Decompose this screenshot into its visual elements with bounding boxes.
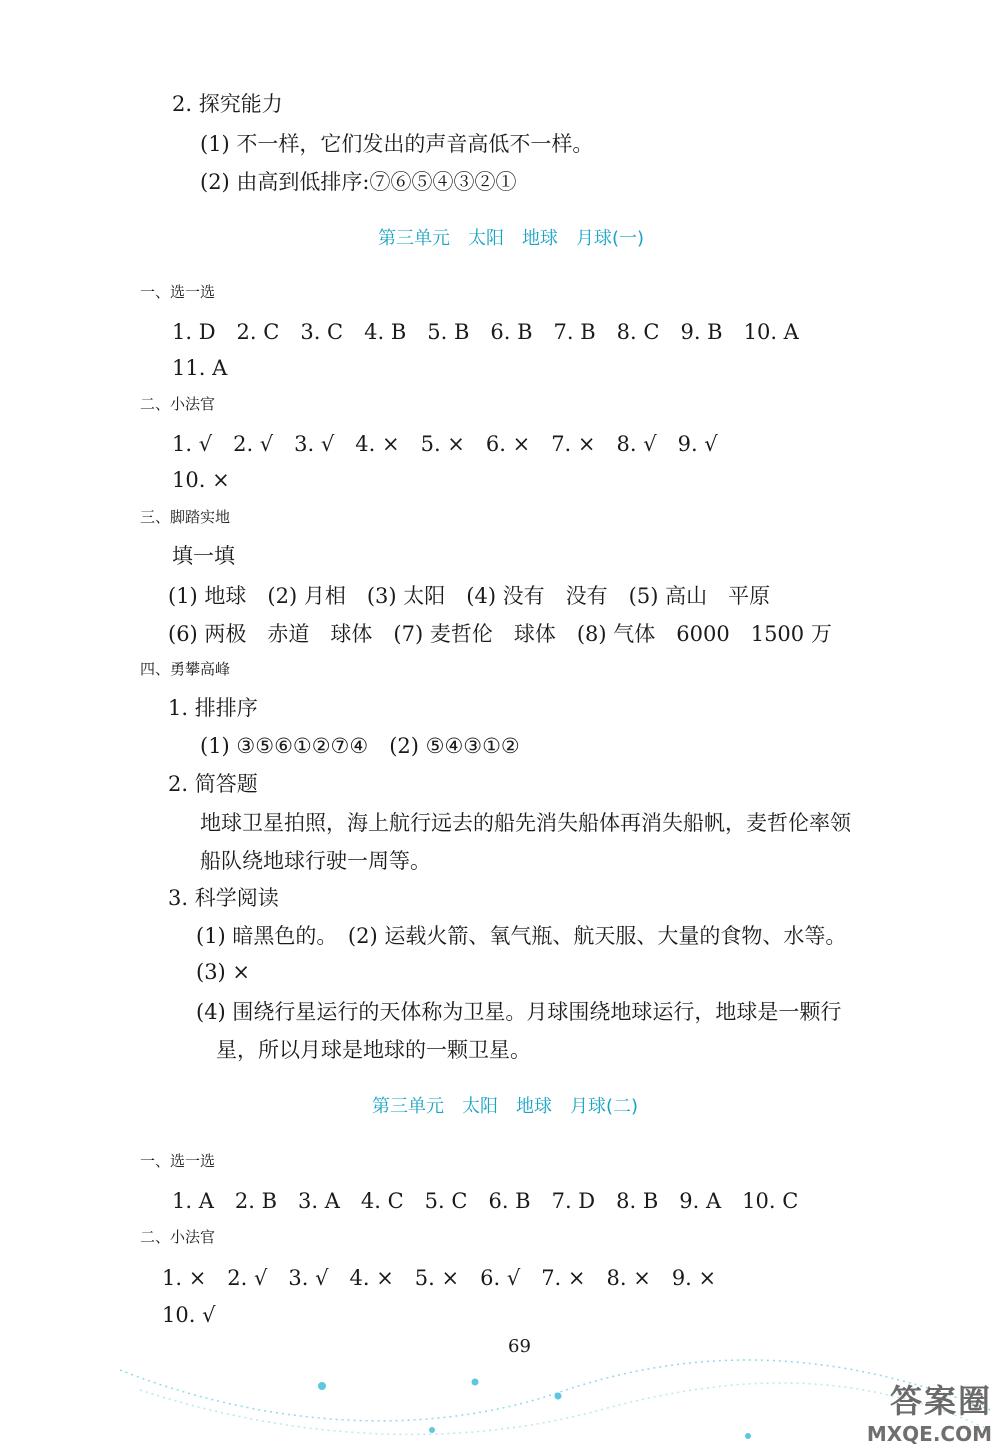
footer-wave-decoration [0, 1330, 1000, 1452]
sub-heading: 2. 简答题 [168, 772, 258, 796]
answer-line: (1) 地球 (2) 月相 (3) 太阳 (4) 没有 没有 (5) 高山 平原 [168, 584, 771, 608]
answer-line: (1) 暗黑色的。 (2) 运载火箭、氧气瓶、航天服、大量的食物、水等。 [196, 924, 847, 948]
watermark [867, 1376, 992, 1446]
answer-line: 10. × [172, 468, 230, 492]
sub-heading: 填一填 [172, 544, 235, 568]
unit-title-1: 第三单元 太阳 地球 月球(一) [378, 228, 645, 249]
watermark-url: MXQE.COM [866, 1422, 992, 1446]
watermark-brand: 答案圈 [889, 1382, 992, 1420]
answer-line: (4) 围绕行星运行的天体称为卫星。月球围绕地球运行，地球是一颗行 [196, 1000, 842, 1024]
answer-line: 1. × 2. √ 3. √ 4. × 5. × 6. √ 7. × 8. × 9. × [162, 1266, 717, 1290]
section-label: 四、勇攀高峰 [140, 660, 231, 678]
section-label: 二、小法官 [140, 395, 216, 413]
unit-title-2: 第三单元 太阳 地球 月球(二) [372, 1096, 639, 1117]
answer-line: (1) 不一样，它们发出的声音高低不一样。 [200, 132, 594, 156]
answer-line: 船队绕地球行驶一周等。 [200, 849, 431, 873]
answer-line: 1. A 2. B 3. A 4. C 5. C 6. B 7. D 8. B 9. A 10. C [172, 1189, 799, 1213]
section-label: 一、选一选 [140, 1152, 216, 1170]
answer-line: (3) × [196, 960, 251, 984]
answer-line: 10. √ [162, 1303, 216, 1327]
section-label: 一、选一选 [140, 283, 216, 301]
sub-heading: 1. 排排序 [168, 696, 258, 720]
section-label: 三、脚踏实地 [140, 508, 231, 526]
answer-line: 星，所以月球是地球的一颗卫星。 [216, 1038, 531, 1062]
section-label: 二、小法官 [140, 1228, 216, 1246]
answer-line: 11. A [172, 356, 228, 380]
answer-line: (6) 两极 赤道 球体 (7) 麦哲伦 球体 (8) 气体 6000 1500 万 [168, 622, 832, 646]
answer-line: 地球卫星拍照，海上航行远去的船先消失船体再消失船帆，麦哲伦率领 [200, 811, 851, 835]
page-number: 69 [508, 1336, 531, 1357]
sub-heading: 3. 科学阅读 [168, 886, 279, 910]
answer-line: (1) ③⑤⑥①②⑦④ (2) ⑤④③①② [200, 734, 520, 758]
answer-line: 1. D 2. C 3. C 4. B 5. B 6. B 7. B 8. C 9. B 10. A [172, 320, 799, 344]
section-heading-inquiry: 2. 探究能力 [172, 92, 283, 116]
answer-line: (2) 由高到低排序:⑦⑥⑤④③②① [200, 170, 517, 194]
answer-line: 1. √ 2. √ 3. √ 4. × 5. × 6. × 7. × 8. √ 9. √ [172, 432, 718, 456]
